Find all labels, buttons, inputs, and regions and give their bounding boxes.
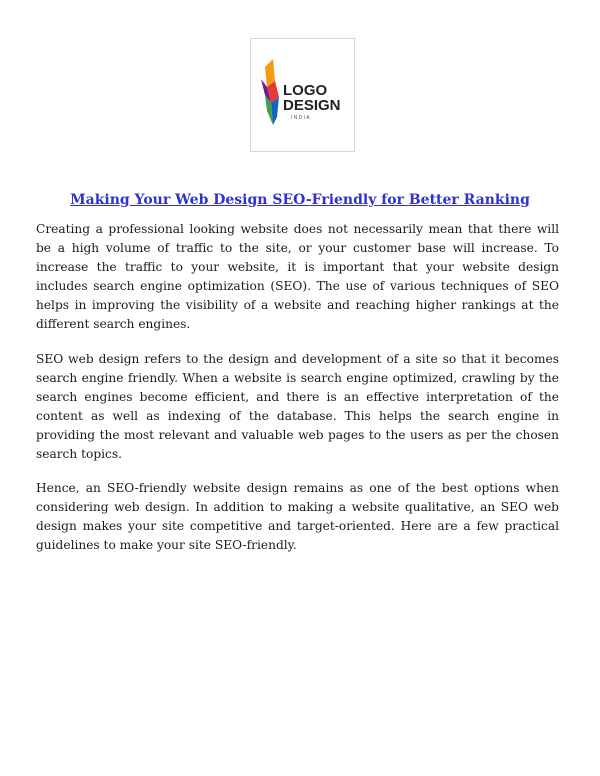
article-title[interactable]: Making Your Web Design SEO-Friendly for Better Ranking — [70, 192, 530, 208]
logo-text-line3: I N D I A — [291, 115, 310, 121]
company-logo — [250, 38, 355, 152]
paragraph-1: Creating a professional looking website does not necessarily mean that there will be a high volume of traffic to the site, or your customer base will increase. To increase the traffic to your website, it is important that your website design includes search engine optimization (SEO). The use of various techniques of SEO helps in improving the visibility of a website and reaching higher rankings at the different search engines. — [36, 222, 559, 331]
logo-text-line1: LOGO — [283, 82, 328, 99]
logo-text-line2: DESIGN — [283, 97, 341, 114]
paragraph-3: Hence, an SEO-friendly website design remains as one of the best options when considering web design. In addition to making a website qualitative, an SEO web design makes your site competitive and target-oriented. Here are a few practical guidelines to make your site SEO-friendly. — [36, 481, 559, 552]
logo-graphic — [251, 39, 354, 151]
paragraph-2: SEO web design refers to the design and development of a site so that it becomes search engine friendly. When a website is search engine optimized, crawling by the search engines become efficient, and there is an effective interpretation of the content as well as indexing of the database. This helps the search engine in providing the most relevant and valuable web pages to the users as per the chosen search topics. — [36, 352, 559, 461]
